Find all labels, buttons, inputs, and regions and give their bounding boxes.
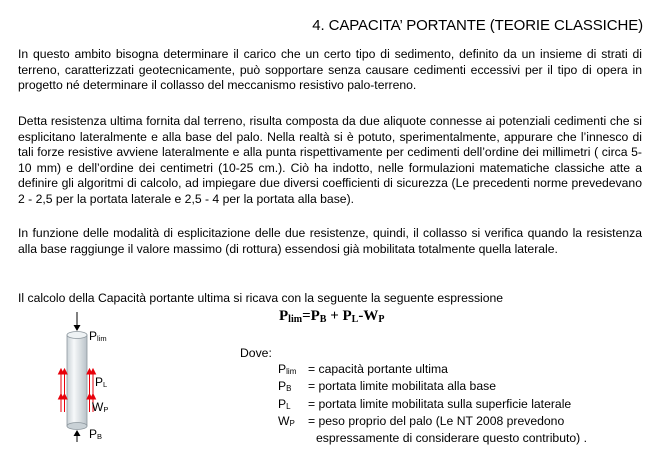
legend-row-plim: $P_{lim}$ = capacità portante ultima xyxy=(278,362,448,376)
legend-row-pl: $P_L$ = portata limite mobilitata sulla superficie laterale xyxy=(278,396,572,411)
symbol-legend xyxy=(278,362,587,446)
pile-body xyxy=(67,332,87,430)
paragraph-resistance: Detta resistenza ultima fornita dal terreno, risulta composta da due aliquote connesse ai potenziali cedimenti che si esplicitano lateralmente e alla base del palo. Nella realtà si è potuto, sperimentalmente, appurare che l’innesco di tali forze resistive avviene lateralmente e alla punta rispettivamente per cedimenti dell’ordine dei millimetri ( circa 5-10 mm) e dell’ordine dei centimetri (10-25 cm.). Ciò ha indotto, nelle formulazioni matematiche classiche atte a definire gli algoritmi di calcolo, ad impiegare due diversi coefficienti di sicurezza (Le precedenti norme prevedevano 2 - 2,5 per la portata laterale e 2,5 - 4 per la portata alla base). xyxy=(18,114,642,206)
diagram-label-pl: $P_L$ xyxy=(95,375,108,389)
paragraph-collapse: In funzione delle modalità di esplicitazione delle due resistenze, quindi, il collasso si verifica quando la resistenza alla base raggiunge il valore massimo (di rottura) essendosi già mobilitata totalmente quella laterale. xyxy=(18,226,642,256)
load-arrow-top xyxy=(74,312,81,331)
bearing-capacity-formula: $P_{lim}=P_B + P_L-W_P$ xyxy=(279,308,385,325)
diagram-label-pb: $P_B$ xyxy=(89,427,103,441)
legend-row-pb: $P_B$ = portata limite mobilitata alla base xyxy=(278,379,496,394)
lateral-friction-arrows-left xyxy=(59,369,68,412)
diagram-label-plim: $P_{lim}$ xyxy=(89,329,107,343)
legend-row-wp: $W_P$ = peso proprio del palo (Le NT 2008 prevedono xyxy=(278,413,565,428)
legend-row-wp-continued: espressamente di considerare questo contributo) . xyxy=(316,431,587,446)
legend-intro: Dove: xyxy=(240,346,272,360)
base-reaction-arrow xyxy=(74,430,81,442)
section-heading: 4. CAPACITA’ PORTANTE (TEORIE CLASSICHE) xyxy=(312,17,643,34)
paragraph-intro: In questo ambito bisogna determinare il carico che un certo tipo di sedimento, definito da un insieme di strati di terreno, caratterizzati geotecnicamente, può sopportare senza causare cedimenti eccessivi per il tipo di opera in progetto né determinare il collasso del meccanismo resistivo palo-terreno. xyxy=(18,47,642,92)
diagram-label-wp: $W_P$ xyxy=(92,400,109,414)
paragraph-calculation: Il calcolo della Capacità portante ultima si ricava con la seguente la seguente espressione xyxy=(18,291,504,305)
